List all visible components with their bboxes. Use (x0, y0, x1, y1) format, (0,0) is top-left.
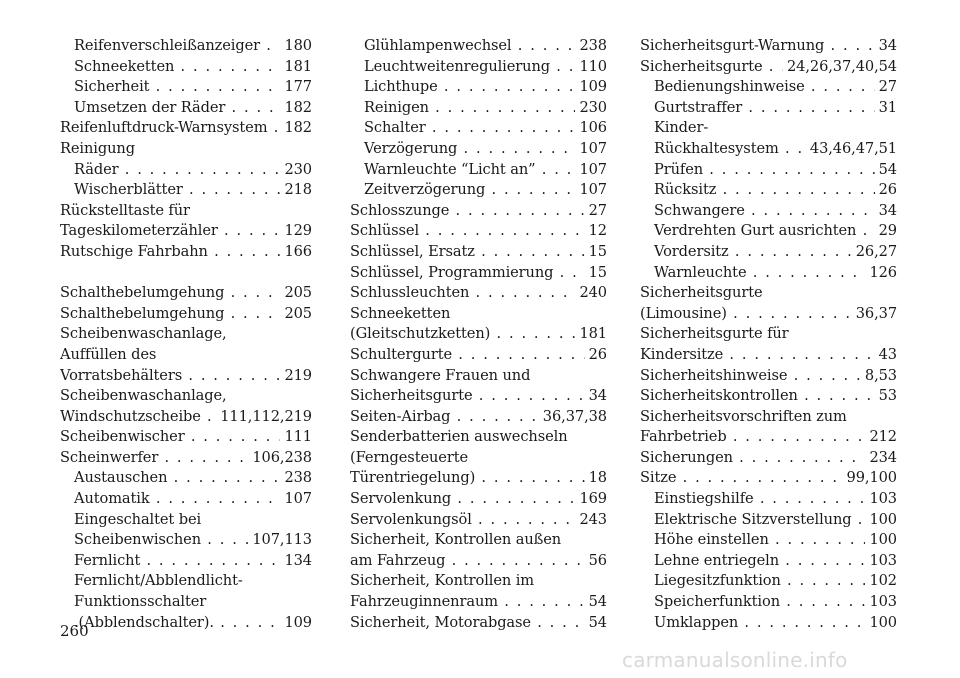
index-term: Reinigung (60, 140, 139, 157)
index-term: Vorratsbehälters . . . (60, 367, 312, 384)
index-page-ref: 169 (575, 489, 607, 510)
index-entry (60, 283, 312, 304)
index-entry (350, 263, 607, 284)
index-page-ref: 109 (575, 77, 607, 98)
index-entry (350, 551, 607, 572)
index-entry (350, 448, 607, 469)
index-term: Seiten-Airbag . . . (350, 408, 607, 425)
index-subentry (350, 160, 607, 181)
index-term: Sicherheitsgurte für (640, 325, 793, 342)
index-page-ref: 8,53 (861, 366, 897, 387)
index-subentry (60, 510, 312, 531)
index-term: Fernlicht/Abblendlicht- (74, 572, 247, 589)
index-term: Warnleuchte “Licht an” . . . (364, 161, 607, 178)
index-term: Scheinwerfer . . . (60, 449, 312, 466)
index-entry (60, 407, 312, 428)
index-term: Warnleuchte . . . (654, 264, 897, 281)
index-subentry (60, 468, 312, 489)
index-term: Lichthupe . . . (364, 78, 607, 95)
index-subentry (350, 77, 607, 98)
index-page-ref: 24,26,37,40,54 (783, 57, 897, 78)
index-term: Scheibenwaschanlage, (60, 325, 231, 342)
index-page-ref: 53 (875, 386, 897, 407)
index-page-ref: 243 (575, 510, 607, 531)
index-page-ref: 109 (280, 613, 312, 634)
index-page-ref: 29 (875, 221, 897, 242)
index-term: Umsetzen der Räder . . . (74, 99, 312, 116)
index-term: Scheibenwischen . . . (74, 531, 312, 548)
index-term: Sicherheitskontrollen . . . (640, 387, 897, 404)
index-entry (640, 345, 897, 366)
index-term: Schalthebelumgehung . . . (60, 284, 312, 301)
index-term: Schwangere . . . (654, 202, 897, 219)
index-page-ref: 54 (585, 592, 607, 613)
index-column-1 (60, 36, 312, 633)
index-term: Sicherungen . . . (640, 449, 897, 466)
watermark: carmanualsonline.info (622, 648, 848, 672)
index-term: Sicherheitsgurt-Warnung . . . (640, 37, 897, 54)
index-entry (60, 118, 312, 139)
index-entry (60, 242, 312, 263)
index-subentry (350, 118, 607, 139)
index-subentry (60, 36, 312, 57)
index-term: Reifenluftdruck-Warnsystem . . . (60, 119, 312, 136)
index-term: Sicherheit, Kontrollen außen (350, 531, 565, 548)
index-page-ref: 36,37 (852, 304, 897, 325)
index-entry (60, 427, 312, 448)
index-subentry (640, 77, 897, 98)
index-subentry (60, 551, 312, 572)
index-term: Glühlampenwechsel . . . (364, 37, 607, 54)
index-term: Tageskilometerzähler . . . (60, 222, 312, 239)
index-entry (350, 242, 607, 263)
index-page-ref: 219 (280, 366, 312, 387)
index-page-ref: 15 (585, 263, 607, 284)
index-entry (60, 448, 312, 469)
index-term: Scheibenwaschanlage, (60, 387, 231, 404)
index-term: Rückstelltaste für (60, 202, 194, 219)
index-page-ref: 99,100 (843, 468, 897, 489)
index-entry (640, 427, 897, 448)
index-subentry (640, 489, 897, 510)
index-term: Sicherheitshinweise . . . (640, 367, 897, 384)
index-page-ref: 100 (865, 530, 897, 551)
index-entry (640, 57, 897, 78)
index-column-3 (640, 36, 897, 633)
index-term: Räder . . . (74, 161, 312, 178)
index-subentry (640, 98, 897, 119)
index-entry (350, 366, 607, 387)
index-term: Sitze . . . (640, 469, 897, 486)
index-page-ref: 106 (575, 118, 607, 139)
index-entry (350, 592, 607, 613)
index-entry (350, 510, 607, 531)
index-page-ref: 106,238 (248, 448, 312, 469)
index-page-ref: 54 (875, 160, 897, 181)
index-page-ref: 56 (585, 551, 607, 572)
index-entry (640, 324, 897, 345)
index-term: Schlüssel . . . (350, 222, 607, 239)
index-term: Fahrzeuginnenraum . . . (350, 593, 607, 610)
index-column-2 (350, 36, 607, 633)
index-subentry (640, 160, 897, 181)
index-page-ref: 31 (875, 98, 897, 119)
index-term: Elektrische Sitzverstellung . . . (654, 511, 897, 528)
index-page-ref: 182 (280, 98, 312, 119)
index-entry (60, 366, 312, 387)
index-subentry (640, 242, 897, 263)
index-subentry (60, 613, 312, 634)
index-term: Schlussleuchten . . . (350, 284, 607, 301)
index-page-ref: 36,37,38 (539, 407, 607, 428)
index-term: Schultergurte . . . (350, 346, 607, 363)
index-term: Leuchtweitenregulierung . . . (364, 58, 607, 75)
index-page-ref: 230 (280, 160, 312, 181)
index-subentry (60, 57, 312, 78)
index-entry (350, 221, 607, 242)
index-entry (640, 304, 897, 325)
index-page-ref: 100 (865, 613, 897, 634)
index-page-ref: 205 (280, 304, 312, 325)
index-page-ref: 166 (280, 242, 312, 263)
index-page-ref: 43,46,47,51 (806, 139, 897, 160)
index-entry (640, 407, 897, 428)
index-subentry (640, 221, 897, 242)
index-entry (640, 283, 897, 304)
index-page-ref: 34 (875, 201, 897, 222)
index-term: Gurtstraffer . . . (654, 99, 897, 116)
index-term: Liegesitzfunktion . . . (654, 572, 897, 589)
index-page-ref: 103 (865, 489, 897, 510)
index-gap (60, 263, 312, 284)
index-subentry (640, 530, 897, 551)
index-page-ref: 240 (575, 283, 607, 304)
index-page-ref: 107 (575, 180, 607, 201)
index-term: Schwangere Frauen und (350, 367, 534, 384)
index-page-ref: 111,112,219 (216, 407, 312, 428)
index-entry (350, 283, 607, 304)
index-term: Eingeschaltet bei (74, 511, 205, 528)
index-entry (60, 386, 312, 407)
index-entry (350, 386, 607, 407)
index-subentry (350, 139, 607, 160)
index-term: (Gleitschutzketten) . . . (350, 325, 607, 342)
index-term: Rücksitz . . . (654, 181, 897, 198)
index-page-ref: 18 (585, 468, 607, 489)
index-subentry (640, 201, 897, 222)
index-entry (60, 221, 312, 242)
index-subentry (640, 551, 897, 572)
index-term: Speicherfunktion . . . (654, 593, 897, 610)
index-subentry (60, 77, 312, 98)
index-page-ref: 134 (280, 551, 312, 572)
index-term: Bedienungshinweise . . . (654, 78, 897, 95)
index-entry (640, 386, 897, 407)
index-page-ref: 103 (865, 551, 897, 572)
index-term: Sicherheit, Kontrollen im (350, 572, 538, 589)
index-term: Auffüllen des (60, 346, 160, 363)
index-term: Schlosszunge . . . (350, 202, 607, 219)
index-subentry (350, 57, 607, 78)
index-page-ref: 234 (865, 448, 897, 469)
index-term: am Fahrzeug . . . (350, 552, 607, 569)
index-page-ref: 230 (575, 98, 607, 119)
index-entry (640, 366, 897, 387)
index-term: Einstiegshilfe . . . (654, 490, 897, 507)
index-subentry (60, 489, 312, 510)
index-term: Reifenverschleißanzeiger . . . (74, 37, 312, 54)
index-page-ref: 102 (865, 571, 897, 592)
index-page-ref: 27 (585, 201, 607, 222)
index-term: Schneeketten . . . (74, 58, 312, 75)
index-page-ref: 107 (575, 139, 607, 160)
index-entry (60, 345, 312, 366)
index-term: Schneeketten (350, 305, 454, 322)
index-term: Schlüssel, Ersatz . . . (350, 243, 607, 260)
index-entry (350, 489, 607, 510)
index-entry (640, 448, 897, 469)
index-entry (60, 201, 312, 222)
index-page-ref: 15 (585, 242, 607, 263)
index-term: (Ferngesteuerte (350, 449, 472, 466)
index-page-ref: 100 (865, 510, 897, 531)
index-page-ref: 181 (575, 324, 607, 345)
index-subentry (60, 571, 312, 592)
index-term: Prüfen . . . (654, 161, 897, 178)
index-subentry (640, 180, 897, 201)
page-number: 260 (60, 622, 89, 640)
index-page-ref: 107 (280, 489, 312, 510)
index-subentry (60, 530, 312, 551)
index-term: Sicherheitsgurte . . . (640, 58, 897, 75)
index-subentry (60, 592, 312, 613)
index-term: Verzögerung . . . (364, 140, 607, 157)
index-entry (350, 407, 607, 428)
index-term: Wischerblätter . . . (74, 181, 312, 198)
index-entry (60, 304, 312, 325)
index-page-ref: 107,113 (248, 530, 312, 551)
index-term: Funktionsschalter (74, 593, 210, 610)
index-term: Sicherheit . . . (74, 78, 312, 95)
index-subentry (640, 613, 897, 634)
index-subentry (350, 180, 607, 201)
index-page-ref: 54 (585, 613, 607, 634)
index-term: Fahrbetrieb . . . (640, 428, 897, 445)
index-entry (350, 571, 607, 592)
index-term: Windschutzscheibe . . . (60, 408, 312, 425)
index-page-ref: 126 (865, 263, 897, 284)
index-page-ref: 177 (280, 77, 312, 98)
index-subentry (640, 118, 897, 139)
index-subentry (350, 36, 607, 57)
index-term: Umklappen . . . (654, 614, 897, 631)
index-term: Höhe einstellen . . . (654, 531, 897, 548)
index-entry (350, 427, 607, 448)
index-subentry (350, 98, 607, 119)
index-term: Sicherheitsvorschriften zum (640, 408, 851, 425)
index-page-ref: 27 (875, 77, 897, 98)
index-page-ref: 212 (865, 427, 897, 448)
index-page-ref: 181 (280, 57, 312, 78)
index-term: Kinder- (654, 119, 712, 136)
index-page-ref: 129 (280, 221, 312, 242)
index-term: Senderbatterien auswechseln (350, 428, 572, 445)
index-page-ref: 26,27 (852, 242, 897, 263)
index-term: Austauschen . . . (74, 469, 312, 486)
index-subentry (60, 98, 312, 119)
index-term: Vordersitz . . . (654, 243, 897, 260)
index-page-ref: 34 (585, 386, 607, 407)
index-page-ref: 238 (280, 468, 312, 489)
index-entry (350, 468, 607, 489)
index-term: (Limousine) . . . (640, 305, 897, 322)
index-term: Scheibenwischer . . . (60, 428, 312, 445)
index-page-ref: 111 (280, 427, 312, 448)
index-term: Fernlicht . . . (74, 552, 312, 569)
index-subentry (60, 160, 312, 181)
index-term: Automatik . . . (74, 490, 312, 507)
index-page-ref: 182 (280, 118, 312, 139)
index-term: Sicherheitsgurte . . . (350, 387, 607, 404)
index-term: Servolenkungsöl . . . (350, 511, 607, 528)
index-page-ref: 26 (875, 180, 897, 201)
index-term: Reinigen . . . (364, 99, 607, 116)
index-entry (640, 36, 897, 57)
index-page-ref: 103 (865, 592, 897, 613)
index-term: Sicherheitsgurte (640, 284, 767, 301)
index-term: Schalter . . . (364, 119, 607, 136)
index-page-ref: 107 (575, 160, 607, 181)
index-page-ref: 205 (280, 283, 312, 304)
index-entry (350, 345, 607, 366)
index-page-ref: 43 (875, 345, 897, 366)
index-entry (350, 201, 607, 222)
index-term: Verdrehten Gurt ausrichten . . . (654, 222, 897, 239)
index-page-ref: 34 (875, 36, 897, 57)
index-page-ref: 218 (280, 180, 312, 201)
index-term: Schalthebelumgehung . . . (60, 305, 312, 322)
index-term: Sicherheit, Motorabgase . . . (350, 614, 607, 631)
index-entry (640, 468, 897, 489)
index-entry (60, 139, 312, 160)
index-subentry (640, 263, 897, 284)
index-subentry (640, 139, 897, 160)
index-term: Kindersitze . . . (640, 346, 897, 363)
index-subentry (60, 180, 312, 201)
index-entry (350, 613, 607, 634)
index-page-ref: 12 (585, 221, 607, 242)
index-term: Servolenkung . . . (350, 490, 607, 507)
index-term: Zeitverzögerung . . . (364, 181, 607, 198)
index-page-ref: 238 (575, 36, 607, 57)
index-subentry (640, 571, 897, 592)
index-entry (350, 324, 607, 345)
index-entry (60, 324, 312, 345)
index-page-ref: 110 (575, 57, 607, 78)
index-term: Rutschige Fahrbahn . . . (60, 243, 312, 260)
index-page-ref: 180 (280, 36, 312, 57)
index-entry (350, 304, 607, 325)
index-term: .(Abblendschalter). . . . (74, 614, 312, 631)
index-subentry (640, 592, 897, 613)
index-term: Lehne entriegeln . . . (654, 552, 897, 569)
index-page-ref: 26 (585, 345, 607, 366)
index-subentry (640, 510, 897, 531)
index-term: Türentriegelung) . . . (350, 469, 607, 486)
index-term: Schlüssel, Programmierung . . . (350, 264, 607, 281)
index-term: Rückhaltesystem . . . (654, 140, 897, 157)
index-entry (350, 530, 607, 551)
